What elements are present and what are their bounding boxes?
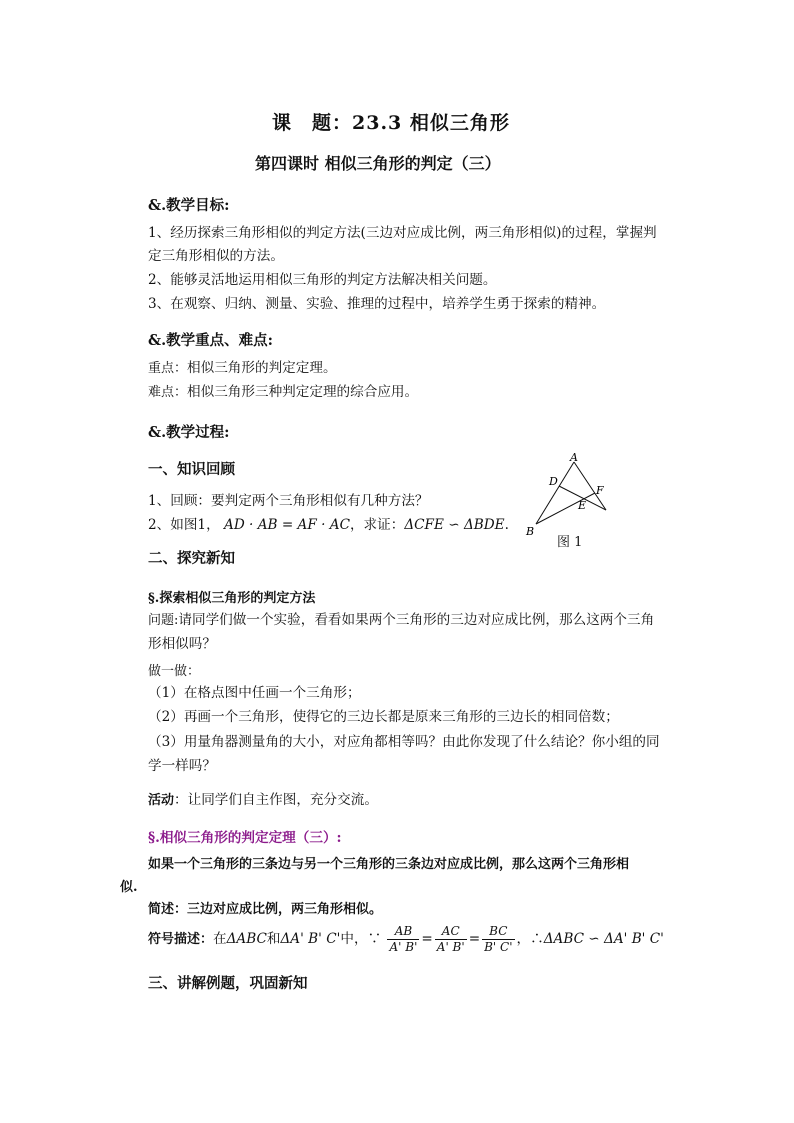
fraction-ac — [435, 924, 467, 955]
review-q2-claim: ΔCFE ∽ ΔBDE — [404, 517, 505, 533]
fraction-ab-num: AB — [387, 924, 419, 940]
review-q2-end: . — [504, 517, 509, 533]
step-2: （2）再画一个三角形，使得它的三边长都是原来三角形的三边长的相同倍数； — [148, 709, 619, 725]
label-a: A — [570, 451, 578, 464]
review-q2-formula: AD · AB = AF · AC — [224, 517, 350, 533]
question-label: 问题: — [148, 613, 179, 628]
symbol-tri2: ΔA' B' C' — [280, 931, 341, 947]
step-1: （1）在格点图中任画一个三角形； — [148, 685, 361, 701]
goal-line-4: 3、在观察、归纳、测量、实验、推理的过程中，培养学生勇于探索的精神。 — [148, 296, 606, 312]
fraction-bc-den: B' C' — [484, 940, 513, 954]
theorem-statement-1: 如果一个三角形的三条边与另一个三角形的三条边对应成比例，那么这两个三角形相 — [148, 857, 630, 872]
symbol-tri1: ΔABC — [226, 931, 267, 947]
equals-1: = — [421, 931, 433, 947]
process-heading: &.教学过程: — [148, 424, 230, 441]
fraction-bc-num: BC — [482, 924, 514, 940]
brief-line — [148, 898, 382, 921]
explore-heading: 二、探究新知 — [148, 550, 235, 567]
symbol-in: 在 — [213, 931, 227, 947]
because-symbol: ∵ — [367, 931, 382, 947]
goal-line-1: 1、经历探索三角形相似的判定方法(三边对应成比例，两三角形相似)的过程，掌握判 — [148, 225, 657, 241]
explore-subheading: §.探索相似三角形的判定方法 — [148, 591, 316, 606]
difficult-point-line — [148, 381, 418, 404]
fraction-ac-den: A' B' — [436, 940, 465, 954]
goals-heading: &.教学目标: — [148, 197, 230, 214]
review-q2-prefix: 2、如图1， — [148, 517, 220, 533]
fraction-ab — [387, 924, 419, 955]
step-3: （3）用量角器测量角的大小，对应角都相等吗？由此你发现了什么结论？你小组的同 — [148, 734, 660, 750]
segment-ab — [536, 462, 574, 524]
activity-label: 活动 — [148, 793, 175, 808]
theorem-statement-2: 似. — [120, 880, 138, 895]
symbol-line — [148, 921, 664, 958]
difficult-point-text: 相似三角形三种判定定理的综合应用。 — [187, 384, 419, 400]
try-label: 做一做： — [148, 664, 201, 679]
activity-text: ：让同学们自主作图，充分交流。 — [174, 792, 378, 808]
theorem-heading: §.相似三角形的判定定理（三）: — [148, 830, 342, 846]
symbol-zhong: 中， — [340, 931, 368, 947]
equals-2: = — [468, 931, 481, 947]
difficult-point-label: 难点： — [148, 385, 188, 400]
key-point-text: 相似三角形的判定定理。 — [187, 360, 337, 376]
symbol-conclusion: ΔABC ∽ ΔA' B' C' — [543, 931, 664, 947]
activity-line — [148, 789, 378, 812]
fraction-ab-den: A' B' — [389, 940, 418, 954]
key-point-line — [148, 357, 337, 380]
review-q1: 1、回顾：要判定两个三角形相似有几种方法？ — [148, 493, 429, 509]
fraction-bc — [482, 924, 514, 955]
fraction-ac-num: AC — [435, 924, 467, 940]
examples-heading: 三、讲解例题，巩固新知 — [148, 975, 308, 992]
segment-bf — [536, 493, 595, 524]
key-point-label: 重点： — [148, 361, 188, 376]
review-q2 — [148, 514, 509, 536]
page-subtitle: 第四课时 相似三角形的判定（三） — [255, 154, 501, 173]
review-q2-mid: ，求证： — [349, 517, 405, 533]
label-d: D — [549, 475, 558, 488]
symbol-and: 和 — [266, 931, 281, 947]
label-f: F — [596, 484, 604, 497]
explore-question-line-2: 形相似吗？ — [148, 636, 216, 652]
symbol-label: 符号描述： — [148, 932, 214, 947]
therefore-symbol: ，∴ — [516, 931, 544, 947]
explore-question-line-1 — [148, 609, 654, 632]
brief-label: 简述： — [148, 902, 188, 917]
step-3-cont: 学一样吗？ — [148, 758, 216, 774]
review-heading: 一、知识回顾 — [148, 461, 235, 478]
brief-text: 三边对应成比例，两三角形相似。 — [187, 902, 383, 917]
figure-caption: 图 1 — [557, 535, 583, 550]
goal-line-3: 2、能够灵活地运用相似三角形的判定方法解决相关问题。 — [148, 272, 497, 288]
page-title: 课 题：23.3 相似三角形 — [272, 112, 510, 134]
question-text-1: 请同学们做一个实验，看看如果两个三角形的三边对应成比例，那么这两个三角 — [178, 612, 655, 628]
keypoints-heading: &.教学重点、难点: — [148, 332, 273, 349]
goal-line-2: 定三角形相似的方法。 — [148, 248, 284, 264]
label-b: B — [526, 525, 535, 538]
label-e: E — [578, 499, 587, 512]
